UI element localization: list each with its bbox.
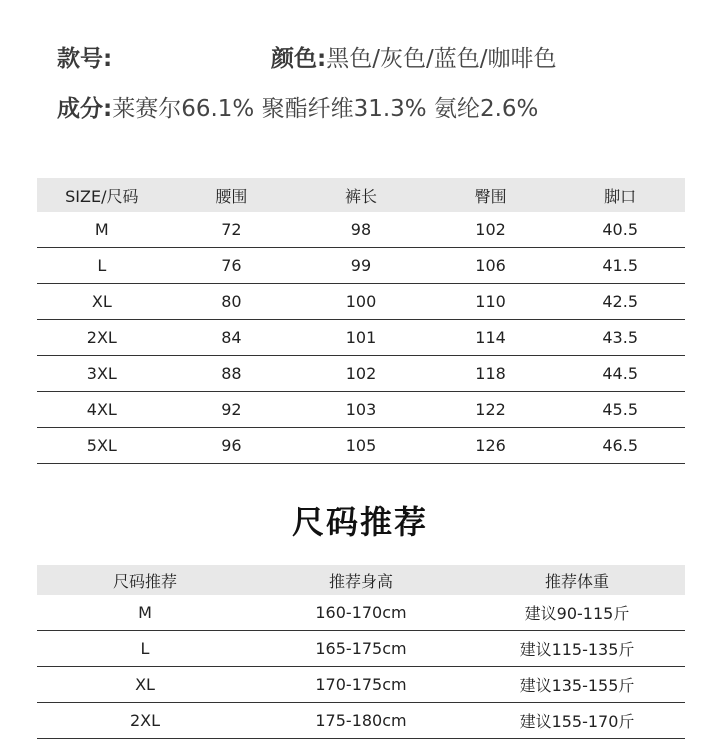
style-number-label: 款号: [57,46,113,72]
cell-hip: 118 [475,364,506,383]
table-row [37,320,685,356]
color-line [271,40,556,73]
cell-rec-size: 2XL [129,711,161,730]
size-recommendation-table [37,565,685,739]
table-row [37,212,685,248]
cell-length: 102 [345,364,377,383]
composition-value: 莱赛尔66.1% 聚酯纤维31.3% 氨纶2.6% [112,96,539,122]
size-chart-table [37,178,685,464]
cell-hip: 122 [475,400,506,419]
cell-rec-height: 160-170cm [315,603,407,622]
cell-waist: 88 [221,364,242,383]
header-waist: 腰围 [215,186,248,206]
cell-waist: 76 [221,256,242,275]
cell-rec-size: M [138,603,152,622]
cell-size: 5XL [86,436,117,455]
cell-rec-size: L [140,639,150,658]
cell-hem: 41.5 [602,256,638,275]
header-rec-size: 尺码推荐 [112,571,177,591]
cell-rec-weight: 建议135-155斤 [519,676,635,695]
size-table-header-row [37,178,685,212]
cell-hem: 45.5 [602,400,638,419]
color-value: 黑色/灰色/蓝色/咖啡色 [326,46,557,72]
header-hem: 脚口 [604,186,637,206]
header-length: 裤长 [344,186,377,206]
table-row [37,428,685,464]
cell-hem: 44.5 [602,364,638,383]
cell-hem: 42.5 [602,292,638,311]
cell-hip: 102 [475,220,506,239]
cell-size: 4XL [86,400,117,419]
cell-length: 99 [350,256,372,275]
header-rec-weight: 推荐体重 [544,571,609,591]
cell-rec-size: XL [135,675,155,694]
cell-hip: 114 [475,328,506,347]
size-recommendation-title: 尺码推荐 [291,503,428,541]
cell-waist: 80 [221,292,242,311]
cell-rec-weight: 建议155-170斤 [519,712,635,731]
cell-hip: 110 [475,292,506,311]
table-row [37,631,685,667]
table-row [37,356,685,392]
composition-line [57,90,538,123]
cell-waist: 72 [221,220,242,239]
cell-rec-height: 175-180cm [315,711,407,730]
cell-length: 105 [345,436,377,455]
style-number-line [57,40,112,73]
cell-waist: 84 [221,328,242,347]
table-row [37,284,685,320]
cell-size: L [97,256,107,275]
table-row [37,667,685,703]
cell-length: 101 [345,328,377,347]
cell-size: M [94,220,109,239]
cell-size: XL [91,292,112,311]
cell-rec-height: 170-175cm [315,675,407,694]
table-row [37,392,685,428]
cell-rec-height: 165-175cm [315,639,407,658]
cell-hem: 46.5 [602,436,638,455]
rec-table-header-row [37,565,685,595]
cell-hip: 126 [475,436,506,455]
header-hip: 臀围 [474,186,507,206]
cell-length: 98 [350,220,372,239]
cell-waist: 96 [221,436,242,455]
cell-rec-weight: 建议90-115斤 [524,604,630,623]
cell-hip: 106 [475,256,506,275]
table-row [37,595,685,631]
table-row [37,703,685,739]
cell-waist: 92 [221,400,242,419]
cell-hem: 40.5 [602,220,638,239]
header-size: SIZE/尺码 [65,186,139,206]
cell-length: 103 [345,400,377,419]
cell-rec-weight: 建议115-135斤 [519,640,635,659]
table-row [37,248,685,284]
color-label: 颜色: [271,46,327,72]
cell-hem: 43.5 [602,328,638,347]
cell-length: 100 [345,292,377,311]
header-rec-height: 推荐身高 [328,571,393,591]
cell-size: 3XL [86,364,117,383]
cell-size: 2XL [86,328,117,347]
composition-label: 成分: [57,96,113,122]
